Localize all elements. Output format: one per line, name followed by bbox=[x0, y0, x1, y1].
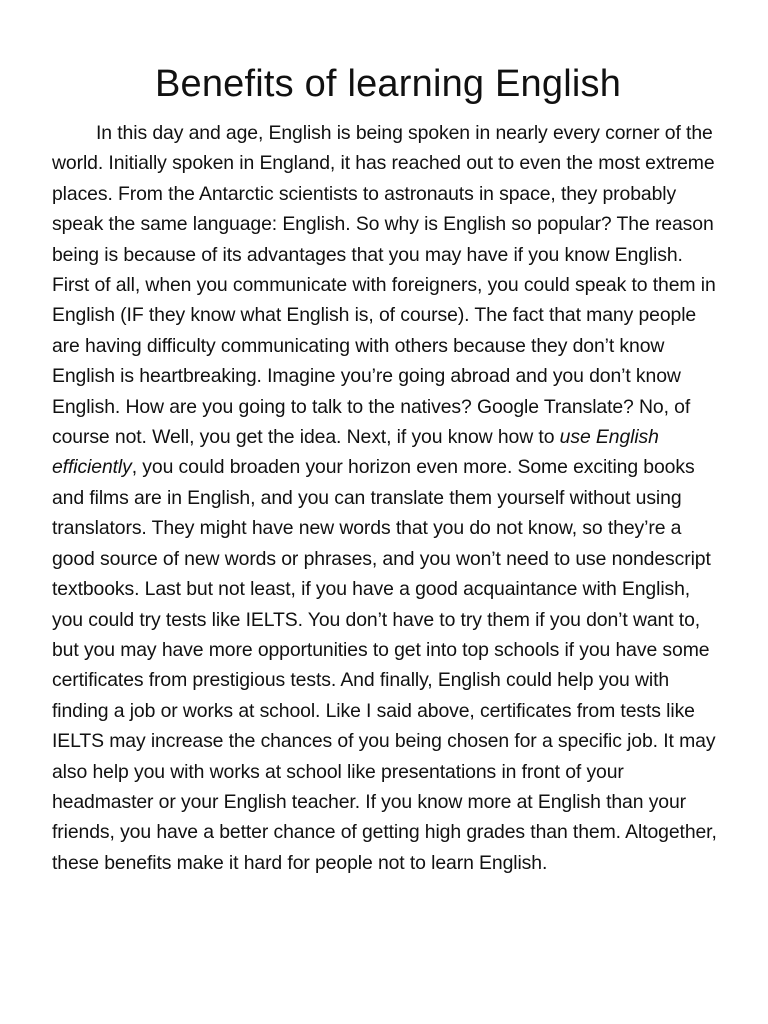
document-title: Benefits of learning English bbox=[154, 63, 622, 105]
body-paragraph bbox=[52, 118, 724, 878]
body-emphasis-text: use English efficiently bbox=[52, 426, 659, 479]
body-text-part-2: , you could broaden your horizon even more. Some exciting books and films are in English, and you can translate them yourself without using translators. They might have new words that you do not know, so they’re a good source of new words or phrases, and you won’t need to use nondescript textbooks. Last but not least, if you have a good acquaintance with English, you could try tests like IELTS. You don’t have to try them if you don’t want to, but you may have more opportunities to get into top schools if you have some certificates from prestigious tests. And finally, English could help you with finding a job or works at school. Like I said above, certificates from tests like IELTS may increase the chances of you being chosen for a specific job. It may also help you with works at school like presentations in front of your headmaster or your English teacher. If you know more at English than your friends, you have a better chance of getting high grades than them. Altogether, these benefits make it hard for people not to learn English. bbox=[52, 456, 717, 874]
body-text-part-1: In this day and age, English is being spoken in nearly every corner of the world. Initially spoken in England, it has reached out to even the most extreme places. From the Antarctic scientists to astronauts in space, they probably speak the same language: English. So why is English so popular? The reason being is because of its advantages that you may have if you know English. First of all, when you communicate with foreigners, you could speak to them in English (IF they know what English is, of course). The fact that many people are having difficulty communicating with others because they don’t know English is heartbreaking. Imagine you’re going abroad and you don’t know English. How are you going to talk to the natives? Google Translate? No, of course not. Well, you get the idea. Next, if you know how to bbox=[52, 122, 716, 449]
